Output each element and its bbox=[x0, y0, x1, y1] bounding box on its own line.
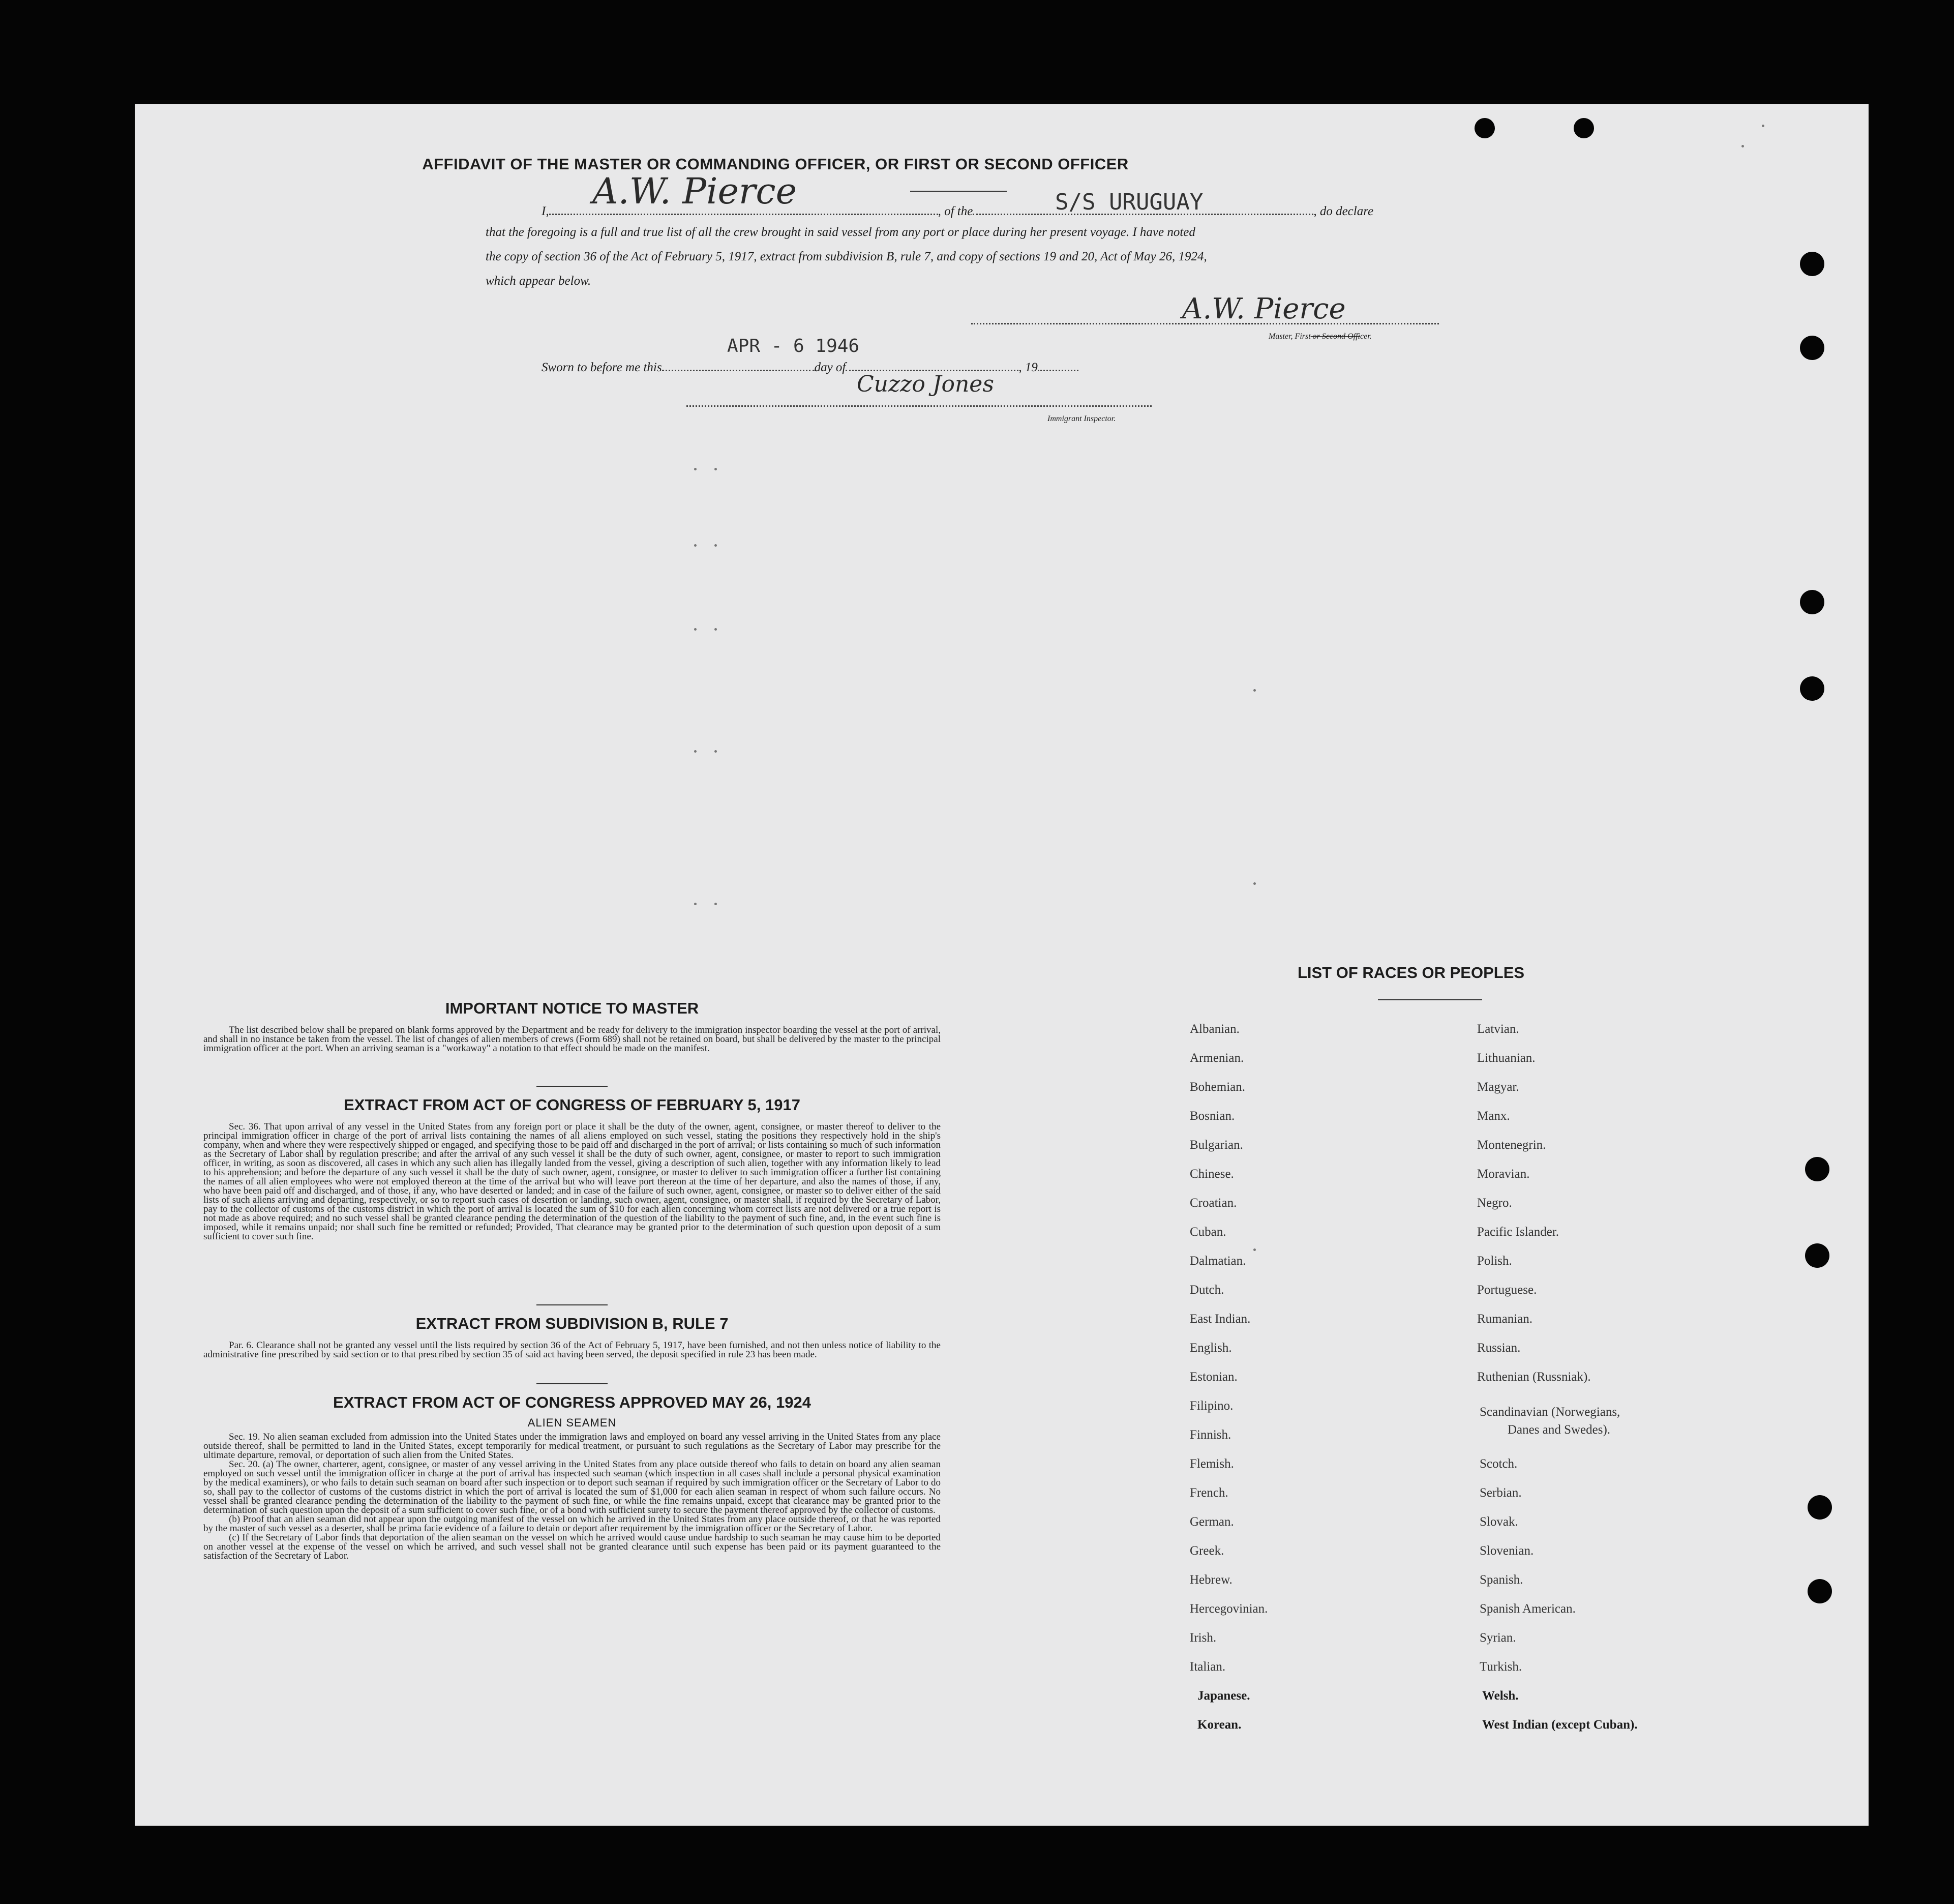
race-item: Italian. bbox=[1190, 1660, 1226, 1674]
sworn-line bbox=[542, 359, 1078, 375]
affidavit-body-4: which appear below. bbox=[486, 274, 591, 288]
punch-hole bbox=[1800, 590, 1824, 614]
race-item: Armenian. bbox=[1190, 1051, 1244, 1065]
race-item: Slovenian. bbox=[1480, 1544, 1534, 1558]
race-item: Hercegovinian. bbox=[1190, 1602, 1268, 1616]
race-item: Serbian. bbox=[1480, 1486, 1522, 1500]
extract-1917-paragraph: Sec. 36. That upon arrival of any vessel in the United States from any foreign port or place it shall be the duty of the owner, agent, consignee, or master thereof to deliver to the principal immigration officer in charge of the port of arrival lists containing the names of all aliens employed on such vessel, stating the positions they respectively hold in the ship's company, when and where they were respectively shipped or engaged, and specifying those to be paid off and discharged in the port of arrival; or lists containing so much of such information as the Secretary of Labor shall by regulation prescribe; and after the arrival of any such vessel it shall be the duty of such owner, agent, consignee, or master to report to such immigration officer, in writing, as soon as discovered, all cases in which any such alien has illegally landed from the vessel, giving a description of such alien, together with any information likely to lead to his apprehension; and before the departure of any such vessel it shall be the duty of such owner, agent, consignee, or master to deliver to such immigration officer a further list containing the names of all alien employees who were not employed thereon at the time of the arrival but who will leave port thereon at the time of her departure, and also the names of those, if any, who have been paid off and discharged, and of those, if any, who have deserted or landed; and in case of the failure of such owner, agent, consignee, or master so to deliver either of the said lists of such aliens arriving and departing, respectively, or so to report such cases of desertion or landing, such owner, agent, consignee, or master shall, if required by the Secretary of Labor, pay to the collector of customs of the customs district in which the port of arrival is located the sum of $10 for each alien concerning whom correct lists are not delivered or a true report is not made as above required; and no such vessel shall be granted clearance pending the determination of the question of the liability to the payment of such fine, and, in the event such fine is imposed, while it remains unpaid; nor shall such fine be remitted or refunded; Provided, That clearance may be granted prior to the determination of such question upon deposit of a sum sufficient to cover such fine. bbox=[203, 1121, 941, 1242]
extract-1924-paragraph: Sec. 19. No alien seaman excluded from admission into the United States under the immigration laws and employed on board any vessel arriving in the United States from any place outside thereof, shall be permitted to land in the United States, except temporarily for medical treatment, or pursuant to such regulations as the Secretary of Labor may prescribe for the ultimate departure, removal, or deportation of such alien from the United States. bbox=[203, 1432, 941, 1461]
scan-speck bbox=[714, 628, 717, 631]
affidavit-body-3: the copy of section 36 of the Act of February 5, 1917, extract from subdivision B, rule 7, and copy of sections 19 and 20, Act of May 26, 1924, bbox=[486, 250, 1207, 263]
extract-1924-paragraph: (c) If the Secretary of Labor finds that deportation of the alien seaman on the vessel on which he arrived would cause undue hardship to such seaman he may cause him to be deported on another vessel at the expense of the vessel on which he arrived, and such vessel shall not be granted clearance until such expense has been paid or its payment guaranteed to the satisfaction of the Secretary of Labor. bbox=[203, 1532, 941, 1561]
race-item: Spanish American. bbox=[1480, 1602, 1576, 1616]
race-item: Slovak. bbox=[1480, 1515, 1518, 1529]
extract-1917-body bbox=[203, 1122, 941, 1241]
race-item: Pacific Islander. bbox=[1477, 1225, 1559, 1239]
scan-speck bbox=[1253, 1248, 1256, 1251]
race-item: Lithuanian. bbox=[1477, 1051, 1536, 1065]
race-item: Estonian. bbox=[1190, 1370, 1238, 1384]
scan-speck bbox=[714, 750, 717, 753]
notice-title: IMPORTANT NOTICE TO MASTER bbox=[445, 999, 699, 1017]
scan-speck bbox=[1253, 689, 1256, 692]
affidavit-title: AFFIDAVIT OF THE MASTER OR COMMANDING OFFICER, OR FIRST OR SECOND OFFICER bbox=[422, 155, 1129, 173]
race-item: Ruthenian (Russniak). bbox=[1477, 1370, 1591, 1384]
notice-body bbox=[203, 1026, 941, 1053]
race-item: Latvian. bbox=[1477, 1022, 1519, 1036]
race-item: French. bbox=[1190, 1486, 1228, 1500]
extract-1924-paragraph: (b) Proof that an alien seaman did not appear upon the outgoing manifest of the vessel on which he arrived in the United States from any place outside thereof, or that he was reported by the master of such vessel as a deserter, shall be prima facie evidence of a failure to detain or deport after requirement by the immigration officer or the Secretary of Labor. bbox=[203, 1514, 941, 1534]
scan-speck bbox=[714, 468, 717, 470]
scan-speck bbox=[714, 903, 717, 905]
race-item: Korean. bbox=[1197, 1718, 1242, 1732]
scan-speck bbox=[694, 628, 697, 631]
race-item: Montenegrin. bbox=[1477, 1138, 1546, 1152]
race-item: Spanish. bbox=[1480, 1573, 1523, 1587]
race-item: Portuguese. bbox=[1477, 1283, 1537, 1297]
section-divider bbox=[536, 1304, 608, 1305]
punch-hole bbox=[1800, 676, 1824, 701]
extract-1924-paragraph: Sec. 20. (a) The owner, charterer, agent, consignee, or master of any vessel arriving in the United States from any place outside thereof who fails to detain on board any alien seaman employed on such vessel until the immigration officer in charge at the port of arrival has inspected such seaman (which inspection in all cases shall include a personal physical examination by the medical examiners), or who fails to detain such seaman on board after such inspection or to deport such seaman if required by such immigration officer or the Secretary of Labor to do so, shall pay to the collector of customs of the customs district in which the port of arrival is located the sum of $1,000 for each alien seaman in respect of whom such failure occurs. No vessel shall be granted clearance pending the determination of the liability to the payment of such fine, or while the fine remains unpaid, except that clearance may be granted prior to the determination of such question upon the deposit of a sum sufficient to cover such fine, or of a bond with sufficient surety to secure the payment thereof approved by the collector of customs. bbox=[203, 1459, 941, 1515]
punch-hole bbox=[1475, 118, 1495, 138]
scan-speck bbox=[694, 903, 697, 905]
scan-speck bbox=[1762, 125, 1764, 127]
race-item: Dalmatian. bbox=[1190, 1254, 1246, 1268]
race-item: Filipino. bbox=[1190, 1399, 1234, 1413]
section-divider bbox=[536, 1086, 608, 1087]
master-signature: A.W. Pierce bbox=[1182, 292, 1346, 325]
year-label: , 19 bbox=[1018, 361, 1038, 374]
punch-hole bbox=[1574, 118, 1594, 138]
race-item: Bulgarian. bbox=[1190, 1138, 1243, 1152]
scan-speck bbox=[1741, 145, 1744, 147]
race-item: Scotch. bbox=[1480, 1457, 1518, 1471]
race-item: Rumanian. bbox=[1477, 1312, 1533, 1326]
race-item: Negro. bbox=[1477, 1196, 1512, 1210]
race-item: Croatian. bbox=[1190, 1196, 1237, 1210]
race-item: Irish. bbox=[1190, 1631, 1217, 1645]
extract-rule7-title: EXTRACT FROM SUBDIVISION B, RULE 7 bbox=[415, 1315, 729, 1332]
inspector-signature-line bbox=[686, 394, 1152, 410]
race-item: Dutch. bbox=[1190, 1283, 1224, 1297]
scan-speck bbox=[1253, 882, 1256, 885]
races-divider bbox=[1378, 999, 1482, 1000]
race-item: Hebrew. bbox=[1190, 1573, 1232, 1587]
inspector-signature: Cuzzo Jones bbox=[857, 371, 994, 397]
extract-rule7-body bbox=[203, 1341, 941, 1359]
race-item: Welsh. bbox=[1482, 1689, 1519, 1703]
punch-hole bbox=[1808, 1495, 1832, 1520]
extract-1917-title: EXTRACT FROM ACT OF CONGRESS OF FEBRUARY 5, 1917 bbox=[344, 1096, 800, 1114]
race-item: East Indian. bbox=[1190, 1312, 1251, 1326]
section-divider bbox=[536, 1383, 608, 1384]
affidavit-body-2: that the foregoing is a full and true list of all the crew brought in said vessel from any port or place during her present voyage. I have noted bbox=[486, 225, 1195, 239]
race-item: Flemish. bbox=[1190, 1457, 1234, 1471]
scan-speck bbox=[694, 544, 697, 547]
extract-rule7-paragraph: Par. 6. Clearance shall not be granted any vessel until the lists required by section 36 of the Act of February 5, 1917, have been furnished, and not then unless notice of liability to the administrative fine prescribed by said section or to that prescribed by section 35 of said act having been served, the deposit specified in rule 23 has been made. bbox=[203, 1340, 941, 1360]
scan-speck bbox=[694, 468, 697, 470]
extract-1924-body bbox=[203, 1433, 941, 1561]
race-item: German. bbox=[1190, 1515, 1234, 1529]
master-caption: Master, First or Second Officer. bbox=[1269, 332, 1372, 341]
handwritten-name: A.W. Pierce bbox=[592, 170, 797, 212]
race-item: Scandinavian (Norwegians, bbox=[1480, 1405, 1620, 1419]
extract-1924-subtitle: ALIEN SEAMEN bbox=[527, 1416, 617, 1429]
extract-1924-title: EXTRACT FROM ACT OF CONGRESS APPROVED MAY 26, 1924 bbox=[333, 1393, 811, 1411]
punch-hole bbox=[1805, 1157, 1829, 1181]
punch-hole bbox=[1800, 336, 1824, 360]
race-item: Bohemian. bbox=[1190, 1080, 1246, 1094]
sworn-label: Sworn to before me this bbox=[542, 361, 662, 374]
day-of-label: day of bbox=[814, 361, 846, 374]
race-item: Danes and Swedes). bbox=[1508, 1423, 1611, 1437]
race-item: Greek. bbox=[1190, 1544, 1224, 1558]
inspector-caption: Immigrant Inspector. bbox=[1047, 414, 1116, 423]
race-item: Bosnian. bbox=[1190, 1109, 1235, 1123]
scan-speck bbox=[714, 544, 717, 547]
race-item: Finnish. bbox=[1190, 1428, 1231, 1442]
name-rule bbox=[910, 191, 1007, 192]
race-item: English. bbox=[1190, 1341, 1232, 1355]
race-item: West Indian (except Cuban). bbox=[1482, 1718, 1638, 1732]
race-item: Chinese. bbox=[1190, 1167, 1234, 1181]
notice-paragraph: The list described below shall be prepared on blank forms approved by the Department and be ready for delivery to the immigration inspector boarding the vessel at the port of arrival, and shall in no instance be taken from the vessel. The list of changes of alien members of crews (Form 689) shall not be retained on board, but shall be delivered by the master to the principal immigration officer at the port. When an arriving seaman is a "workaway" a notation to that effect should be made on the manifest. bbox=[203, 1025, 941, 1054]
race-item: Syrian. bbox=[1480, 1631, 1516, 1645]
race-item: Moravian. bbox=[1477, 1167, 1530, 1181]
punch-hole bbox=[1800, 252, 1824, 276]
race-item: Magyar. bbox=[1477, 1080, 1519, 1094]
scan-speck bbox=[694, 750, 697, 753]
date-stamp: APR - 6 1946 bbox=[727, 336, 860, 356]
race-item: Turkish. bbox=[1480, 1660, 1522, 1674]
label-do-declare: , do declare bbox=[1313, 204, 1374, 218]
races-title: LIST OF RACES OR PEOPLES bbox=[1297, 964, 1525, 981]
race-item: Manx. bbox=[1477, 1109, 1510, 1123]
race-item: Russian. bbox=[1477, 1341, 1521, 1355]
label-of-the: , of the bbox=[938, 204, 973, 218]
document-sheet bbox=[135, 104, 1869, 1826]
race-item: Cuban. bbox=[1190, 1225, 1226, 1239]
race-item: Japanese. bbox=[1197, 1689, 1250, 1703]
race-item: Polish. bbox=[1477, 1254, 1512, 1268]
race-item: Albanian. bbox=[1190, 1022, 1240, 1036]
vessel-name: S/S URUGUAY bbox=[1055, 189, 1204, 215]
punch-hole bbox=[1808, 1579, 1832, 1603]
punch-hole bbox=[1805, 1243, 1829, 1268]
label-i: I, bbox=[542, 204, 549, 218]
